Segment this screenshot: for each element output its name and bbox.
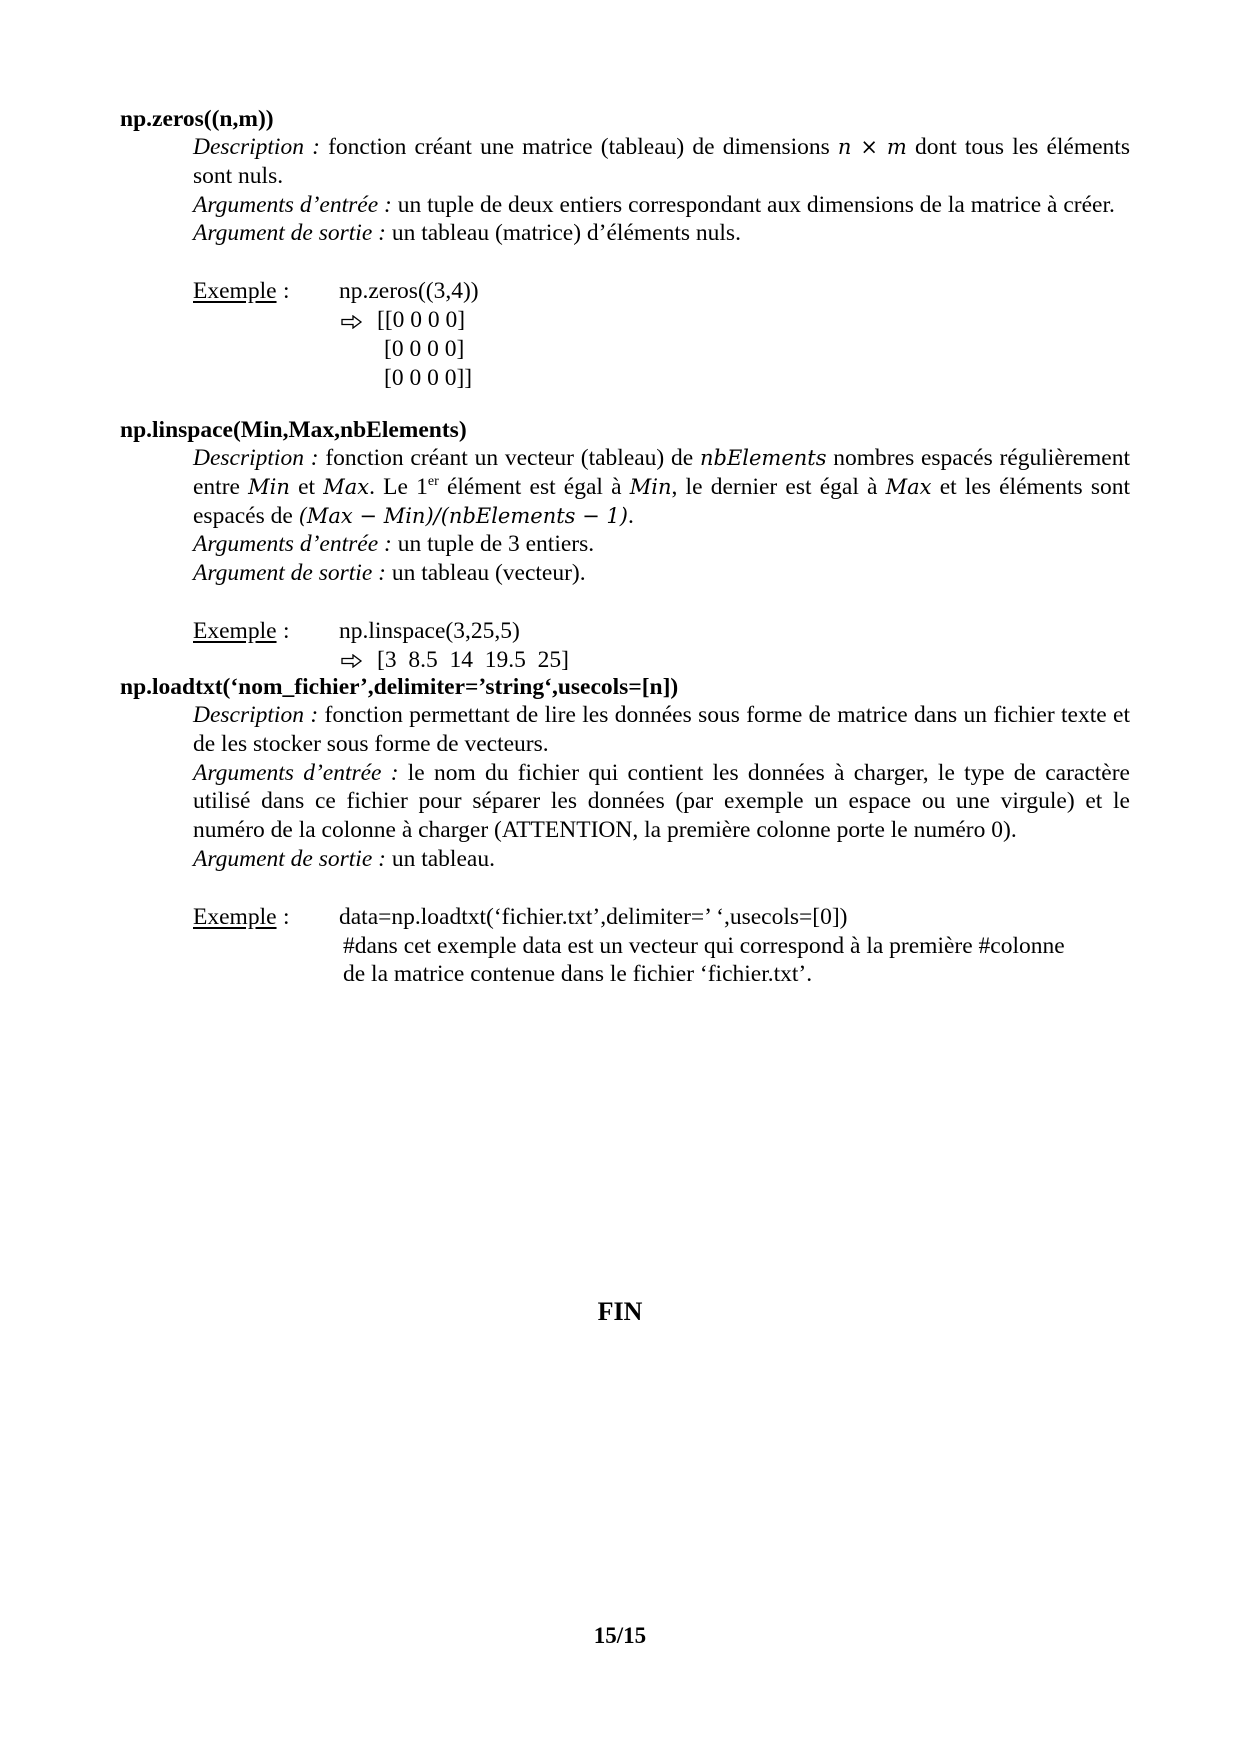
example-label: Exemple bbox=[193, 617, 277, 644]
math-var: Min bbox=[248, 474, 290, 499]
example-output: [0 0 0 0]] bbox=[384, 364, 473, 391]
example-colon: : bbox=[283, 278, 290, 305]
arguments-out bbox=[193, 845, 1130, 874]
arguments-in-label: Arguments d’entrée : bbox=[193, 531, 392, 558]
arguments-out-label: Argument de sortie : bbox=[193, 560, 386, 587]
description bbox=[193, 701, 1130, 759]
function-body bbox=[193, 444, 1130, 588]
arguments-out-text: un tableau (vecteur). bbox=[385, 560, 586, 587]
description-text-end: dont tous les éléments sont nuls. bbox=[193, 134, 1130, 189]
section-np-zeros bbox=[120, 105, 1130, 392]
example-output-line bbox=[339, 646, 1130, 675]
example-code bbox=[339, 277, 1130, 392]
description-label: Description : bbox=[193, 134, 320, 160]
description-text: nombres espacés régulièrement entre bbox=[193, 445, 1130, 500]
function-title: np.linspace(Min,Max,nbElements) bbox=[120, 417, 467, 443]
function-body bbox=[193, 133, 1130, 248]
section-np-loadtxt bbox=[120, 673, 1130, 989]
description bbox=[193, 133, 1130, 191]
arguments-in-text: le nom du fichier qui contient les données à charger, le type de caractère utilisé dans ce fichier pour séparer les données (par exemple un espace ou une virgule) et le numéro de la colonne à charger (ATTENTION, la première colonne porte le numéro 0). bbox=[193, 759, 1130, 844]
description-text: . Le 1 bbox=[369, 473, 428, 500]
function-title: np.zeros((n,m)) bbox=[120, 106, 274, 132]
example-colon: : bbox=[283, 617, 290, 644]
example-label: Exemple bbox=[193, 903, 277, 930]
arguments-out-text: un tableau (matrice) d’éléments nuls. bbox=[385, 220, 741, 247]
example-output-line bbox=[339, 306, 1130, 335]
arguments-in-label: Arguments d’entrée : bbox=[193, 759, 399, 786]
example-label: Exemple bbox=[193, 278, 277, 305]
arguments-in-label: Arguments d’entrée : bbox=[193, 191, 392, 218]
arguments-in bbox=[193, 191, 1130, 220]
description-label: Description : bbox=[193, 702, 319, 728]
example-comment: #dans cet exemple data est un vecteur qui correspond à la première #colonne bbox=[343, 932, 1065, 959]
example-input: np.linspace(3,25,5) bbox=[339, 617, 520, 644]
math-var: Min bbox=[629, 474, 672, 499]
description-text: , le dernier est égal à bbox=[671, 473, 886, 500]
arguments-out-text: un tableau. bbox=[385, 845, 495, 872]
example-output: [[0 0 0 0] bbox=[377, 306, 466, 333]
arguments-in-text: un tuple de 3 entiers. bbox=[391, 531, 595, 558]
description-text: fonction créant une matrice (tableau) de dimensions bbox=[319, 134, 838, 160]
arrow-right-icon bbox=[341, 315, 363, 329]
arguments-out bbox=[193, 559, 1130, 588]
example-code bbox=[339, 617, 1130, 675]
example-comment: de la matrice contenue dans le fichier ‘fichier.txt’. bbox=[343, 961, 813, 988]
example-block bbox=[193, 617, 1130, 675]
example-code bbox=[339, 903, 1130, 989]
description-text: et bbox=[289, 473, 324, 500]
example-output: [3 8.5 14 19.5 25] bbox=[377, 646, 569, 673]
section-np-linspace bbox=[120, 416, 1130, 675]
description bbox=[193, 444, 1130, 530]
description-label: Description : bbox=[193, 445, 319, 471]
example-input: data=np.loadtxt(‘fichier.txt’,delimiter=’ ‘,usecols=[0]) bbox=[339, 903, 848, 930]
example-block bbox=[193, 903, 1130, 989]
arguments-out bbox=[193, 219, 1130, 248]
example-block bbox=[193, 277, 1130, 392]
arguments-in-text: un tuple de deux entiers correspondant aux dimensions de la matrice à créer. bbox=[391, 191, 1115, 218]
math-var: Max bbox=[885, 474, 932, 499]
function-title: np.loadtxt(‘nom_fichier’,delimiter=’string‘,usecols=[n]) bbox=[120, 674, 679, 700]
math-var: nbElements bbox=[699, 446, 827, 470]
arguments-out-label: Argument de sortie : bbox=[193, 845, 386, 872]
example-colon: : bbox=[283, 903, 290, 930]
example-input: np.zeros((3,4)) bbox=[339, 278, 479, 305]
page-number: 15/15 bbox=[593, 1623, 647, 1648]
end-marker: FIN bbox=[597, 1297, 643, 1326]
arguments-out-label: Argument de sortie : bbox=[193, 220, 386, 247]
function-body bbox=[193, 701, 1130, 874]
description-text: et les éléments sont espacés de bbox=[193, 473, 1130, 529]
description-text: . bbox=[627, 502, 634, 529]
description-text: fonction permettant de lire les données sous forme de matrice dans un fichier texte et de les stocker sous forme de vecteurs. bbox=[193, 702, 1130, 757]
math-formula: (Max − Min)/(nbElements − 1) bbox=[298, 503, 628, 528]
math-dimensions: n × m bbox=[837, 135, 907, 159]
description-text: fonction créant un vecteur (tableau) de bbox=[318, 445, 700, 471]
math-var: Max bbox=[323, 474, 370, 499]
arrow-right-icon bbox=[341, 654, 363, 668]
arguments-in bbox=[193, 530, 1130, 559]
superscript: er bbox=[427, 473, 439, 489]
description-text: élément est égal à bbox=[438, 473, 630, 500]
arguments-in bbox=[193, 759, 1130, 845]
example-output: [0 0 0 0] bbox=[384, 335, 465, 362]
